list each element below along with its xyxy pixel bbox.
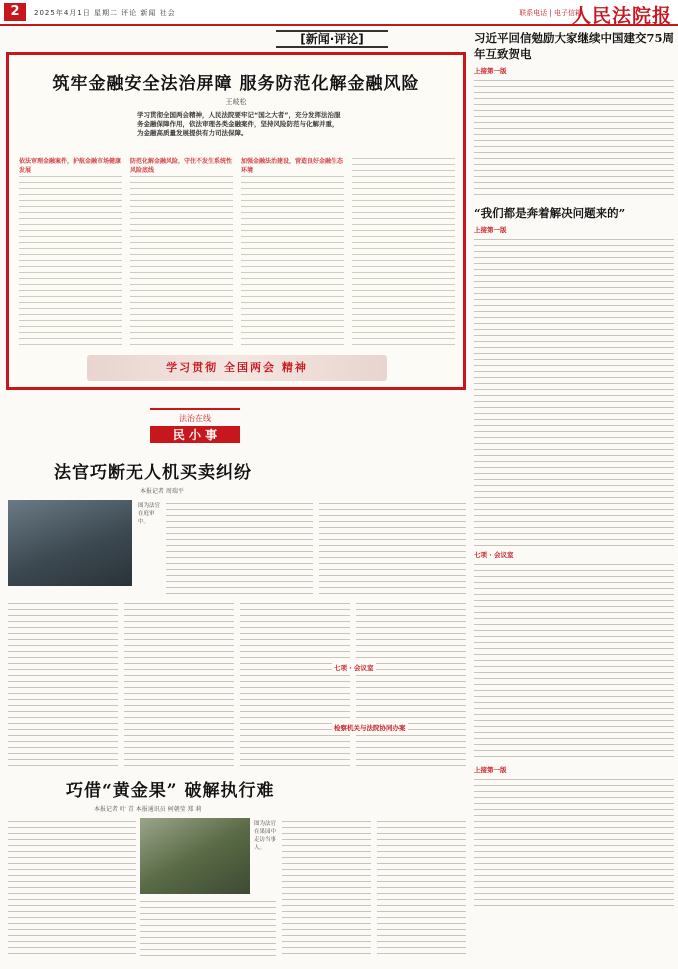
right-text-4 bbox=[474, 776, 674, 906]
section-header: [新闻·评论] bbox=[276, 30, 388, 48]
feature-body bbox=[19, 155, 455, 345]
story1-upper-col-2 bbox=[319, 500, 466, 598]
feature-col-1 bbox=[19, 155, 122, 345]
two-sessions-banner: 学习贯彻 全国两会 精神 bbox=[87, 355, 387, 381]
story1-col-2 bbox=[124, 600, 234, 768]
right-headline-2: “我们都是奔着解决问题来的” bbox=[474, 206, 626, 220]
right-subhead-1: 上接第一版 bbox=[474, 67, 507, 75]
story2-title: 巧借“黄金果” 破解执行难 bbox=[66, 781, 275, 801]
story2-reporter: 本报记者 叶 青 本报通讯员 柯朝莹 郑 莉 bbox=[94, 806, 202, 813]
feature-col-4 bbox=[352, 155, 455, 345]
right-column bbox=[474, 30, 674, 966]
date-line: 2025年4月1日 星期二 评论 新闻 社会 bbox=[34, 9, 176, 17]
story2-col-mid bbox=[140, 898, 276, 958]
feature-subhead-1: 依法审理金融案件，护航金融市场健康发展 bbox=[19, 155, 122, 175]
feature-lead: 学习贯彻全国两会精神，人民法院要牢记“国之大者”，充分发挥法治服务金融保障作用，依法审理各类金融案件，坚持风险防范与化解并重，为金融高质量发展提供有力司法保障。 bbox=[137, 111, 341, 137]
right-subhead-2: 上接第一版 bbox=[474, 226, 507, 234]
story2-col-3 bbox=[282, 818, 371, 958]
story1-title: 法官巧断无人机买卖纠纷 bbox=[54, 463, 252, 483]
right-text-3 bbox=[474, 561, 674, 761]
page-number: 2 bbox=[4, 3, 26, 21]
story1-body bbox=[8, 600, 466, 768]
feature-article bbox=[6, 52, 466, 390]
feature-subhead-2: 防范化解金融风险，守住不发生系统性风险底线 bbox=[130, 155, 233, 175]
story1-photo bbox=[8, 500, 132, 586]
story1-upper-cols bbox=[166, 500, 466, 598]
feature-col-2 bbox=[130, 155, 233, 345]
feature-byline: 王岐松 bbox=[225, 98, 247, 106]
story2-caption: 图为法官在果园中走访当事人。 bbox=[254, 821, 277, 851]
story1-subhead-2: 检察机关与法院协同办案 bbox=[334, 724, 406, 732]
story1-upper-col-1 bbox=[166, 500, 313, 598]
story1-caption: 图为法官在庭审中。 bbox=[138, 503, 161, 525]
right-text-1 bbox=[474, 77, 674, 197]
feature-title: 筑牢金融安全法治屏障 服务防范化解金融风险 bbox=[52, 74, 420, 94]
right-subhead-3: 七项 · 会议室 bbox=[474, 551, 514, 559]
story2-col-2 bbox=[140, 898, 276, 958]
story2-col-right bbox=[282, 818, 466, 958]
story2-col-4 bbox=[377, 818, 466, 958]
right-subhead-4: 上接第一版 bbox=[474, 766, 507, 774]
story1-subhead-1: 七项 · 会议室 bbox=[334, 664, 374, 672]
feature-col-3 bbox=[241, 155, 344, 345]
right-headline-1: 习近平回信勉励大家继续中国建交75周年互致贺电 bbox=[474, 31, 675, 61]
masthead bbox=[0, 0, 678, 26]
feature-subhead-3: 加强金融法治建设，营造良好金融生态环境 bbox=[241, 155, 344, 175]
right-text-2 bbox=[474, 236, 674, 546]
story1-col-1 bbox=[8, 600, 118, 768]
column-tag-big: 民 小 事 bbox=[150, 426, 240, 443]
contact-line: 联系电话 | 电子信箱 bbox=[519, 9, 582, 17]
story2-col-1 bbox=[8, 818, 136, 958]
story1-reporter: 本报记者 周瑞平 bbox=[140, 488, 184, 495]
story2-photo bbox=[140, 818, 250, 894]
column-tag-small: 法治在线 bbox=[179, 414, 211, 423]
newspaper-logo: 人民法院报 bbox=[571, 5, 672, 27]
story2-col-left bbox=[8, 818, 136, 958]
column-tag bbox=[150, 408, 240, 446]
story1-col-3 bbox=[240, 600, 350, 768]
story1-col-4 bbox=[356, 600, 466, 768]
